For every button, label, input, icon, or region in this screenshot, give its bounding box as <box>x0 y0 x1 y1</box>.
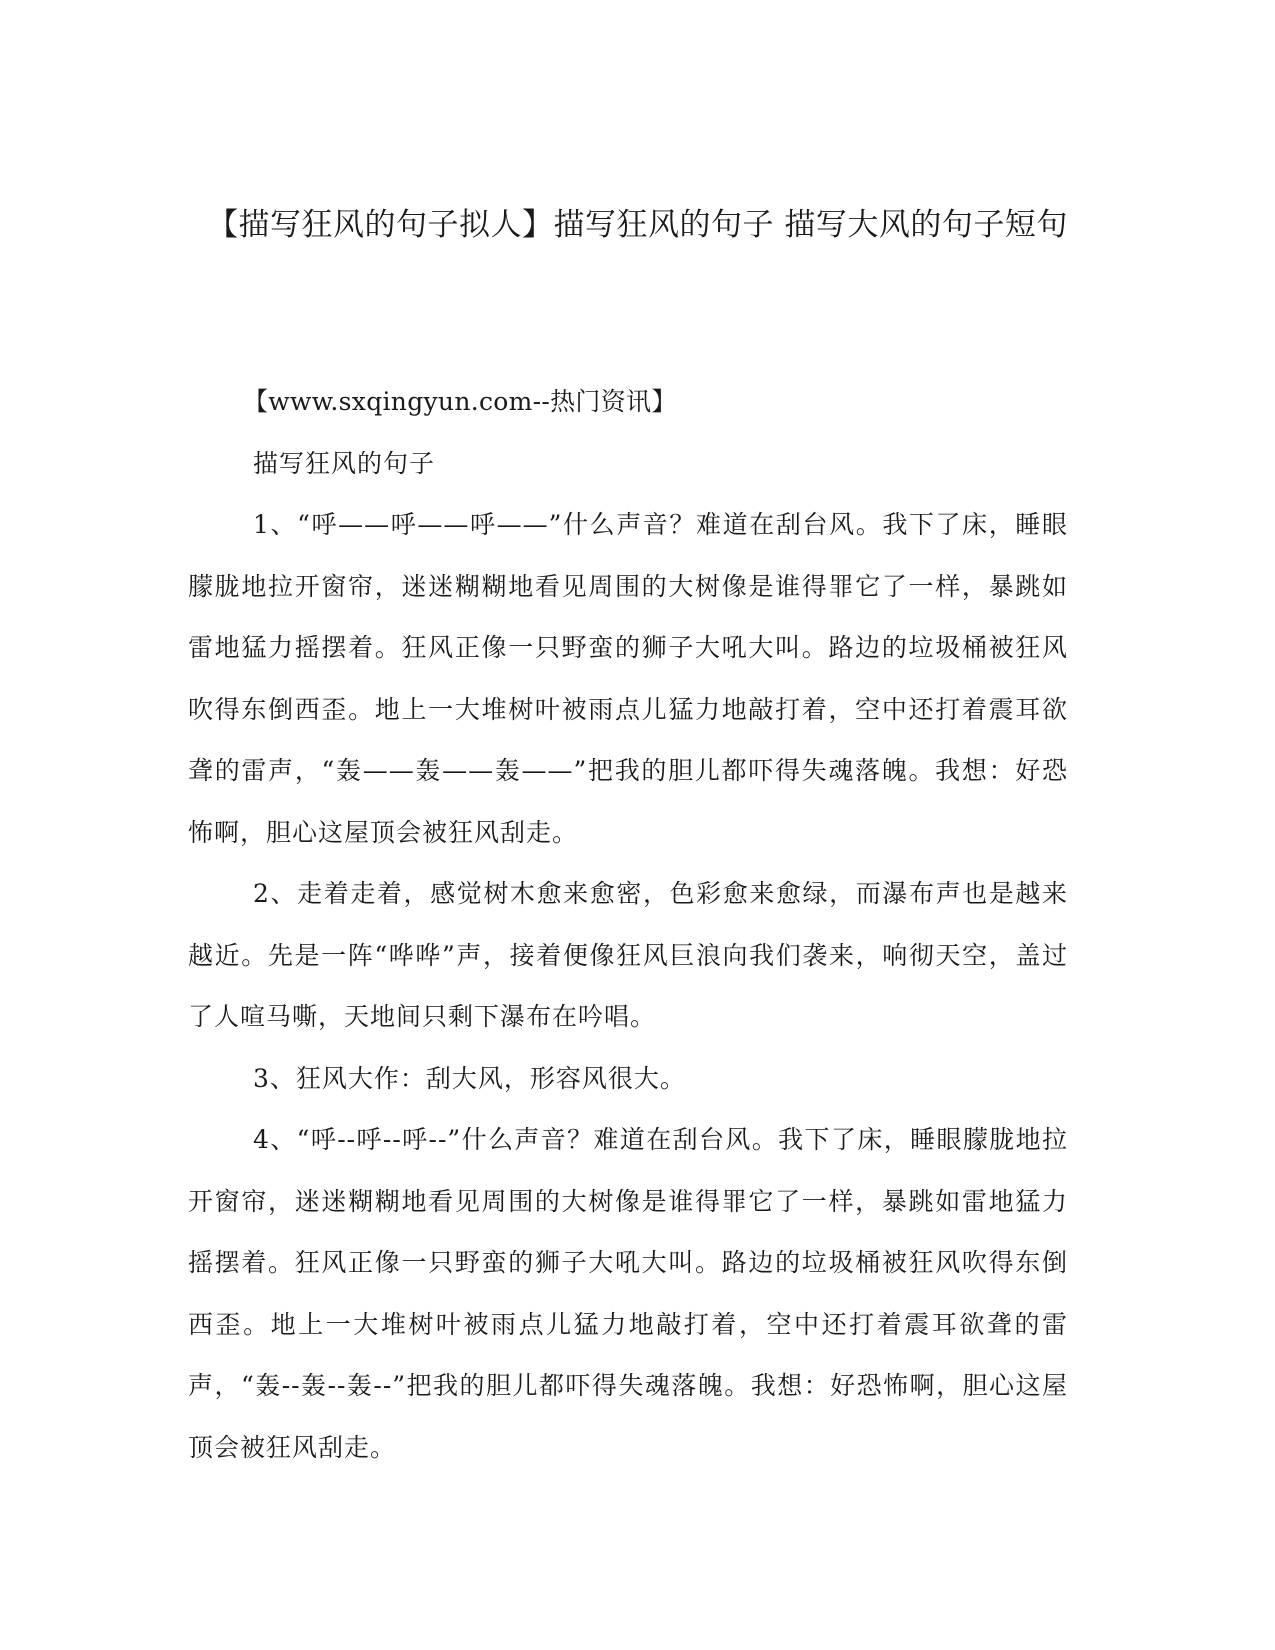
paragraph-4: 4、“呼--呼--呼--”什么声音？难道在刮台风。我下了床，睡眼朦胧地拉开窗帘，迷迷糊糊地看见周围的大树像是谁得罪它了一样，暴跳如雷地猛力摇摆着。狂风正像一只野蛮的狮子大吼大叫。路边的垃圾桶被狂风吹得东倒西歪。地上一大堆树叶被雨点儿猛力地敲打着，空中还打着震耳欲聋的雷声，“轰--轰--轰--”把我的胆儿都吓得失魂落魄。我想：好恐怖啊，胆心这屋顶会被狂风刮走。 <box>188 1125 1068 1462</box>
paragraph-1: 1、“呼——呼——呼——”什么声音？难道在刮台风。我下了床，睡眼朦胧地拉开窗帘，迷迷糊糊地看见周围的大树像是谁得罪它了一样，暴跳如雷地猛力摇摆着。狂风正像一只野蛮的狮子大吼大叫。路边的垃圾桶被狂风吹得东倒西歪。地上一大堆树叶被雨点儿猛力地敲打着，空中还打着震耳欲聋的雷声，“轰——轰——轰——”把我的胆儿都吓得失魂落魄。我想：好恐怖啊，胆心这屋顶会被狂风刮走。 <box>188 510 1068 847</box>
document-title: 【描写狂风的句子拟人】描写狂风的句子 描写大风的句子短句 <box>207 207 1068 243</box>
document-body <box>188 371 1068 1478</box>
paragraph-3: 3、狂风大作：刮大风，形容风很大。 <box>253 1063 686 1093</box>
source-line: 【www.sxqingyun.com--热门资讯】 <box>243 387 677 416</box>
paragraph-2: 2、走着走着，感觉树木愈来愈密，色彩愈来愈绿，而瀑布声也是越来越近。先是一阵“哗哗”声，接着便像狂风巨浪向我们袭来，响彻天空，盖过了人喧马嘶，天地间只剩下瀑布在吟唱。 <box>188 879 1068 1031</box>
section-heading: 描写狂风的句子 <box>253 448 436 478</box>
